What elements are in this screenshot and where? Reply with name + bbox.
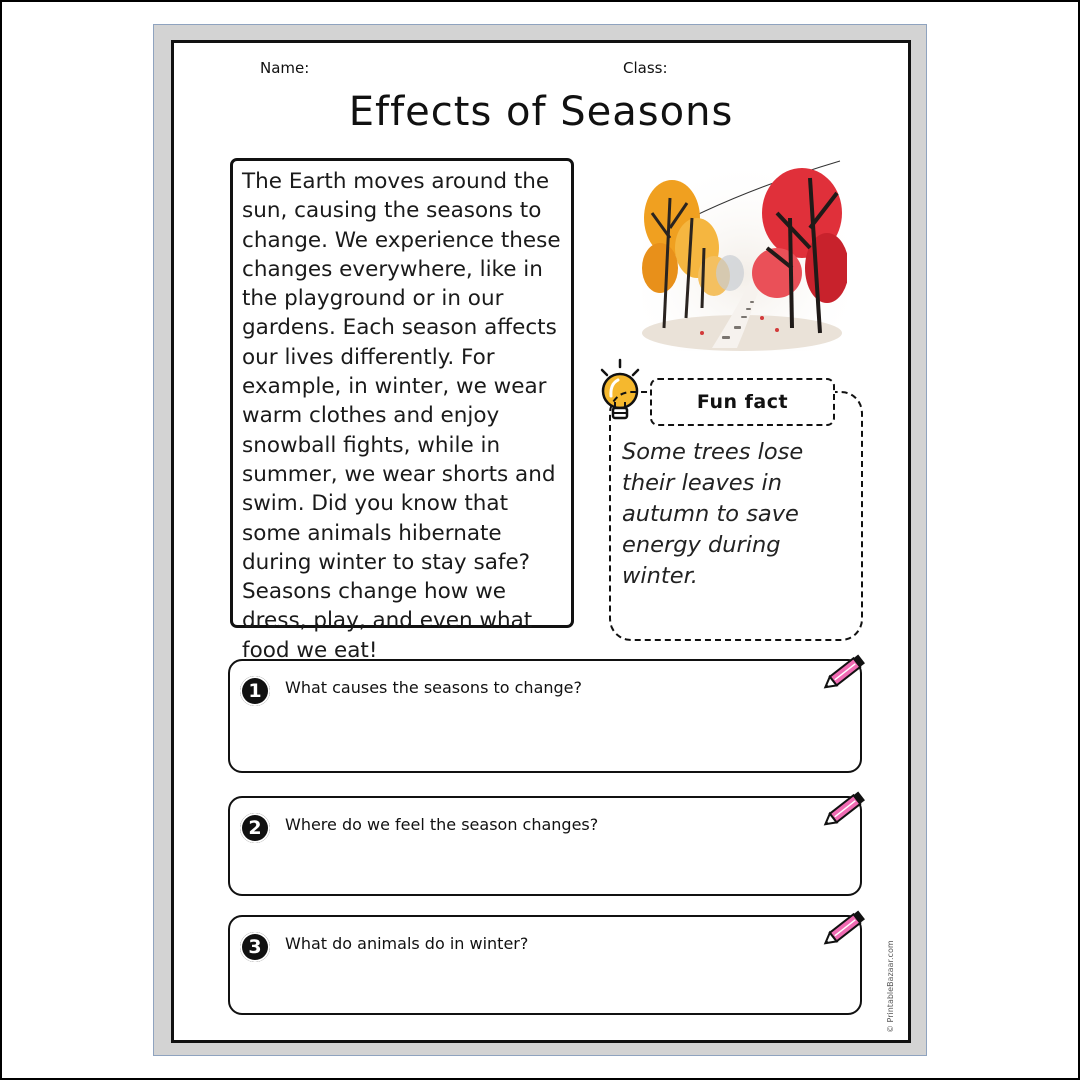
- reading-passage-box: [230, 158, 574, 663]
- question-box-1[interactable]: [228, 659, 862, 773]
- worksheet-page: [171, 40, 911, 1043]
- question-text-2: Where do we feel the season changes?: [285, 815, 599, 834]
- name-label: Name:: [260, 59, 310, 77]
- question-box-2[interactable]: [228, 796, 862, 896]
- fun-fact-text: Some trees lose their leaves in autumn to save energy during winter.: [622, 439, 804, 589]
- question-box-3[interactable]: [228, 915, 862, 1015]
- question-number-1: 1: [240, 676, 270, 706]
- fun-fact-title: Fun fact: [650, 378, 835, 426]
- question-number-3: 3: [240, 932, 270, 962]
- worksheet-sheet: [153, 24, 927, 1056]
- question-text-1: What causes the seasons to change?: [285, 678, 583, 697]
- pencil-icon: [818, 651, 872, 699]
- reading-passage-text: The Earth moves around the sun, causing the seasons to change. We experience these changes everywhere, like in the playground or in our gardens. Each season affects our lives differently. For example, in winter, we wear warm clothes and enjoy snowball fights, while in summer, we wear shorts and swim. Did you know that some animals hibernate during winter to stay safe? Seasons change how we dress, play, and even what food we eat!: [242, 169, 561, 663]
- question-number-2: 2: [240, 813, 270, 843]
- question-text-3: What do animals do in winter?: [285, 934, 529, 953]
- autumn-trees-illustration: [642, 158, 847, 351]
- copyright-text: © PrintableBazaar.com: [886, 940, 895, 1033]
- pencil-icon: [818, 788, 872, 836]
- class-label: Class:: [623, 59, 668, 77]
- pencil-icon: [818, 907, 872, 955]
- page-title: Effects of Seasons: [348, 89, 734, 135]
